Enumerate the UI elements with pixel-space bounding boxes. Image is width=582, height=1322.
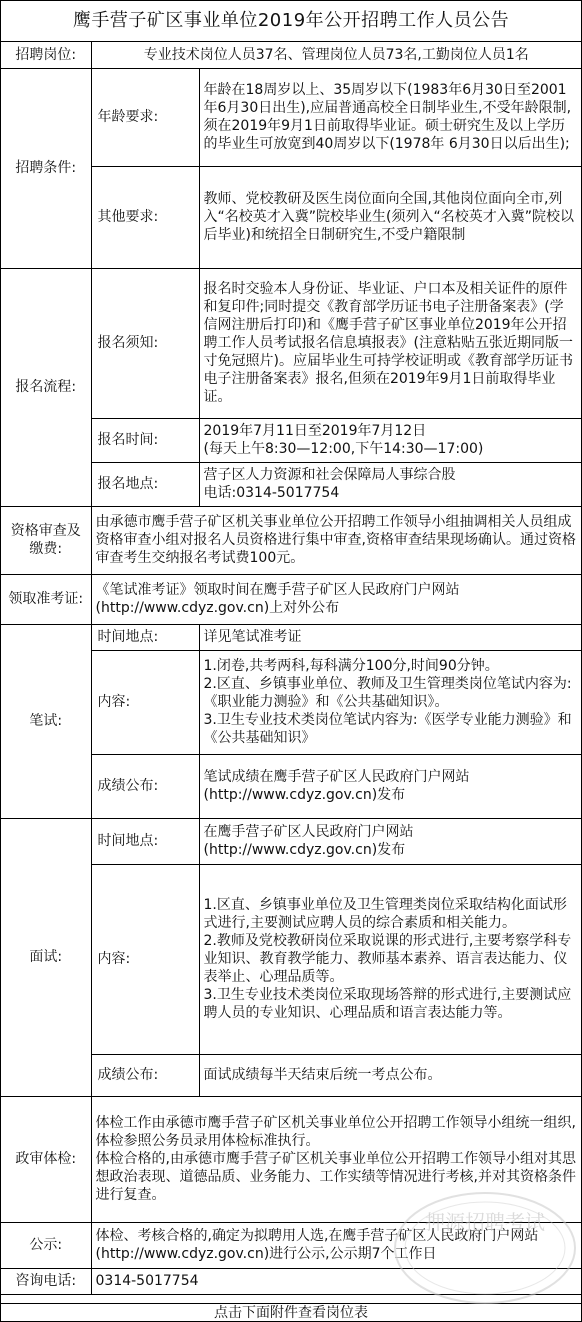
written-results-line-2: (http://www.cdyz.gov.cn)发布 [203, 787, 406, 803]
interview-content-item: 2.教师及党校教研岗位采取说课的形式进行,主要考察学科专业知识、教育教学能力、教师基本素养、语言表达能力、仪表举止、心理品质等。 [203, 933, 572, 985]
publicity-row [1, 1222, 581, 1268]
attachment-link[interactable]: 点击下面附件查看岗位表 [1, 1303, 581, 1322]
other-value: 教师、党校教研及医生岗位面向全国,其他岗位面向全市,列入“名校英才入冀”院校毕业生(须列入“名校英才入冀”院校以后毕业)和统招全日制研究生,不受户籍限制 [199, 166, 581, 268]
consult-value: 0314-5017754 [91, 1268, 581, 1294]
age-value: 年龄在18周岁以上、35周岁以下(1983年6月30日至2001年6月30日出生),应届普通高校全日制毕业生,不受年龄限制,须在2019年9月1日前取得毕业证。硕士研究生及以上学历的毕业生可放宽到40周岁以下(1978年 6月30日以后出生); [199, 68, 581, 166]
written-content-value [199, 650, 581, 754]
place-line-2: 电话:0314-5017754 [203, 485, 340, 501]
interview-results-value: 面试成绩每半天结束后统一考点公布。 [199, 1054, 581, 1096]
written-label: 笔试: [1, 624, 91, 818]
notice-value: 报名时交验本人身份证、毕业证、户口本及相关证件的原件和复印件;同时提交《教育部学历证书电子注册备案表》(学信网注册后打印)和《鹰手营子矿区事业单位2019年公开招聘工作人员考试报名信息填报表》(注意粘贴五张近期同版一寸免冠照片)。应届毕业生可持学校证明或《教育部学历证书电子注册备案表》报名,但须在2019年9月1日前取得毕业证。 [199, 268, 581, 418]
written-time-label: 时间地点: [91, 624, 199, 650]
admission-value: 《笔试准考证》领取时间在鹰手营子矿区人民政府门户网站(http://www.cdyz.gov.cn)上对外公布 [91, 574, 581, 624]
watermark-text: 押源招聘考试 [425, 1210, 545, 1234]
interview-results-label: 成绩公布: [91, 1054, 199, 1096]
publicity-label: 公示: [1, 1222, 91, 1268]
qualification-label: 资格审查及缴费: [1, 506, 91, 574]
notice-row [1, 268, 581, 418]
consult-row [1, 1268, 581, 1294]
written-content-label: 内容: [91, 650, 199, 754]
interview-time-line-1: 在鹰手营子矿区人民政府门户网站 [203, 824, 414, 840]
registration-label: 报名流程: [1, 268, 91, 506]
interview-time-label: 时间地点: [91, 818, 199, 864]
qualification-value: 由承德市鹰手营子矿区机关事业单位公开招聘工作领导小组抽调相关人员组成资格审查小组对报名人员资格进行集中审查,资格审查结果现场确认。通过资格审查考生交纳报名考试费100元。 [91, 506, 581, 574]
time-label: 报名时间: [91, 418, 199, 462]
written-results-line-1: 笔试成绩在鹰手营子矿区人民政府门户网站 [203, 769, 470, 785]
admission-label: 领取准考证: [1, 574, 91, 624]
positions-label: 招聘岗位: [1, 42, 91, 68]
other-label: 其他要求: [91, 166, 199, 268]
interview-content-value [199, 864, 581, 1054]
written-content-item: 2.区直、乡镇事业单位、教师及卫生管理类岗位笔试内容为:《职业能力测验》和《公共基础知识》。 [203, 676, 572, 710]
interview-content-label: 内容: [91, 864, 199, 1054]
political-row [1, 1096, 581, 1222]
positions-row [1, 42, 581, 68]
consult-label: 咨询电话: [1, 1268, 91, 1294]
political-label: 政审体检: [1, 1096, 91, 1222]
positions-value: 专业技术岗位人员37名、管理岗位人员73名,工勤岗位人员1名 [91, 42, 581, 68]
interview-time-row [1, 818, 581, 864]
written-content-item: 1.闭卷,共考两科,每科满分100分,时间90分钟。 [203, 658, 499, 674]
written-results-label: 成绩公布: [91, 754, 199, 818]
interview-time-value [199, 818, 581, 864]
age-row [1, 68, 581, 166]
interview-content-item: 1.区直、乡镇事业单位及卫生管理类岗位采取结构化面试形式进行,主要测试应聘人员的综合素质和相关能力。 [203, 897, 567, 931]
written-results-value [199, 754, 581, 818]
place-line-1: 营子区人力资源和社会保障局人事综合股 [203, 467, 456, 483]
place-value [199, 462, 581, 506]
age-label: 年龄要求: [91, 68, 199, 166]
interview-label: 面试: [1, 818, 91, 1096]
admission-row [1, 574, 581, 624]
written-content-item: 3.卫生专业技术类岗位笔试内容为:《医学专业能力测验》和《公共基础知识》 [203, 712, 572, 746]
announcement-table [1, 42, 581, 1295]
interview-content-item: 3.卫生专业技术类岗位采取现场答辩的形式进行,主要测试应聘人员的专业知识、心理品质和语言表达能力等。 [203, 987, 572, 1021]
conditions-label: 招聘条件: [1, 68, 91, 268]
place-label: 报名地点: [91, 462, 199, 506]
time-value [199, 418, 581, 462]
time-line-1: 2019年7月11日至2019年7月12日 [203, 423, 427, 439]
qualification-row [1, 506, 581, 574]
written-time-value: 详见笔试准考证 [199, 624, 581, 650]
political-para-2: 体检合格的,由承德市鹰手营子矿区机关事业单位公开招聘工作领导小组对其思想政治表现、道德品质、业务能力、工作实绩等情况进行考核,并对其资格条件进行复查。 [95, 1151, 576, 1203]
page-title: 鹰手营子矿区事业单位2019年公开招聘工作人员公告 [1, 1, 581, 42]
interview-time-line-2: (http://www.cdyz.gov.cn)发布 [203, 842, 406, 858]
time-line-2: (每天上午8:30—12:00,下午14:30—17:00) [203, 441, 484, 457]
written-time-row [1, 624, 581, 650]
notice-label: 报名须知: [91, 268, 199, 418]
political-para-1: 体检工作由承德市鹰手营子矿区机关事业单位公开招聘工作领导小组统一组织,体检参照公务员录用体检标准执行。 [95, 1115, 576, 1149]
political-value [91, 1096, 581, 1222]
publicity-value: 体检、考核合格的,确定为拟聘用人选,在鹰手营子矿区人民政府门户网站(http://www.cdyz.gov.cn)进行公示,公示期7个工作日 [91, 1222, 581, 1268]
